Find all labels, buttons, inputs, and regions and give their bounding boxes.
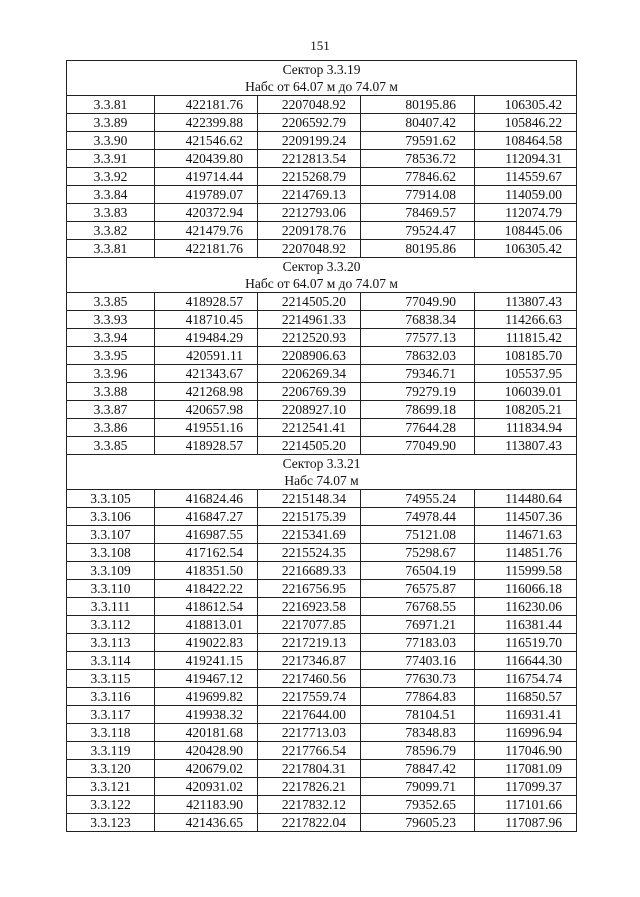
coord-y-local-cell: 113807.43 [475, 437, 577, 455]
point-id-cell: 3.3.106 [67, 508, 155, 526]
coord-x-local-cell: 75121.08 [361, 526, 475, 544]
coord-x-local-cell: 77914.08 [361, 186, 475, 204]
coord-x-cell: 418422.22 [155, 580, 258, 598]
coord-x-cell: 419938.32 [155, 706, 258, 724]
coord-x-cell: 422399.88 [155, 114, 258, 132]
coord-y-local-cell: 108464.58 [475, 132, 577, 150]
point-id-cell: 3.3.89 [67, 114, 155, 132]
table-row [67, 490, 577, 508]
coord-x-local-cell: 77630.73 [361, 670, 475, 688]
table-row [67, 814, 577, 832]
coordinates-table-body [67, 61, 577, 832]
coord-x-local-cell: 78699.18 [361, 401, 475, 419]
coord-x-local-cell: 80407.42 [361, 114, 475, 132]
point-id-cell: 3.3.105 [67, 490, 155, 508]
sector-header-cell [67, 258, 577, 293]
coord-y-cell: 2209199.24 [258, 132, 361, 150]
table-row [67, 580, 577, 598]
point-id-cell: 3.3.88 [67, 383, 155, 401]
table-row [67, 742, 577, 760]
point-id-cell: 3.3.113 [67, 634, 155, 652]
coord-y-local-cell: 108445.06 [475, 222, 577, 240]
coord-x-local-cell: 78632.03 [361, 347, 475, 365]
table-row [67, 544, 577, 562]
point-id-cell: 3.3.91 [67, 150, 155, 168]
coord-x-local-cell: 77577.13 [361, 329, 475, 347]
coord-y-cell: 2212520.93 [258, 329, 361, 347]
coord-y-cell: 2212541.41 [258, 419, 361, 437]
sector-header-cell [67, 61, 577, 96]
table-row [67, 796, 577, 814]
point-id-cell: 3.3.116 [67, 688, 155, 706]
coord-x-local-cell: 79524.47 [361, 222, 475, 240]
coord-x-local-cell: 79346.71 [361, 365, 475, 383]
coord-x-cell: 421436.65 [155, 814, 258, 832]
coord-y-local-cell: 108205.21 [475, 401, 577, 419]
coord-x-local-cell: 76971.21 [361, 616, 475, 634]
coord-y-local-cell: 106305.42 [475, 240, 577, 258]
coord-y-local-cell: 114059.00 [475, 186, 577, 204]
point-id-cell: 3.3.81 [67, 96, 155, 114]
coord-x-cell: 418928.57 [155, 437, 258, 455]
point-id-cell: 3.3.109 [67, 562, 155, 580]
coord-y-cell: 2217804.31 [258, 760, 361, 778]
coord-x-local-cell: 79591.62 [361, 132, 475, 150]
coord-y-cell: 2214961.33 [258, 311, 361, 329]
coord-y-cell: 2217822.04 [258, 814, 361, 832]
point-id-cell: 3.3.84 [67, 186, 155, 204]
coord-x-local-cell: 77403.16 [361, 652, 475, 670]
coord-y-local-cell: 117081.09 [475, 760, 577, 778]
point-id-cell: 3.3.115 [67, 670, 155, 688]
coord-x-cell: 419714.44 [155, 168, 258, 186]
point-id-cell: 3.3.118 [67, 724, 155, 742]
coord-y-local-cell: 112074.79 [475, 204, 577, 222]
table-row [67, 132, 577, 150]
coord-x-cell: 419484.29 [155, 329, 258, 347]
coord-x-local-cell: 74955.24 [361, 490, 475, 508]
table-row [67, 526, 577, 544]
coord-x-local-cell: 76838.34 [361, 311, 475, 329]
coord-y-local-cell: 117101.66 [475, 796, 577, 814]
coord-y-cell: 2214505.20 [258, 293, 361, 311]
table-row [67, 240, 577, 258]
coord-y-local-cell: 111834.94 [475, 419, 577, 437]
coord-x-cell: 420931.02 [155, 778, 258, 796]
coord-x-local-cell: 78348.83 [361, 724, 475, 742]
table-row [67, 508, 577, 526]
table-row [67, 365, 577, 383]
coord-x-cell: 416847.27 [155, 508, 258, 526]
coord-y-cell: 2215175.39 [258, 508, 361, 526]
coord-x-local-cell: 77049.90 [361, 293, 475, 311]
table-row [67, 706, 577, 724]
coord-x-cell: 418351.50 [155, 562, 258, 580]
coord-y-local-cell: 116996.94 [475, 724, 577, 742]
coord-x-cell: 419022.83 [155, 634, 258, 652]
table-row [67, 724, 577, 742]
point-id-cell: 3.3.96 [67, 365, 155, 383]
coord-y-local-cell: 116381.44 [475, 616, 577, 634]
coord-y-cell: 2206269.34 [258, 365, 361, 383]
coord-x-cell: 420679.02 [155, 760, 258, 778]
coord-x-local-cell: 77644.28 [361, 419, 475, 437]
coord-x-cell: 418710.45 [155, 311, 258, 329]
coord-y-cell: 2207048.92 [258, 96, 361, 114]
coord-y-local-cell: 114266.63 [475, 311, 577, 329]
coord-y-local-cell: 116754.74 [475, 670, 577, 688]
sector-title: Сектор 3.3.21 [282, 456, 361, 471]
point-id-cell: 3.3.107 [67, 526, 155, 544]
coord-y-cell: 2217766.54 [258, 742, 361, 760]
sector-header [67, 258, 577, 293]
coord-y-local-cell: 114507.36 [475, 508, 577, 526]
coord-y-cell: 2207048.92 [258, 240, 361, 258]
sector-height-label: Набс от 64.07 м до 74.07 м [245, 79, 398, 94]
table-row [67, 688, 577, 706]
coord-y-local-cell: 114851.76 [475, 544, 577, 562]
coord-y-cell: 2217219.13 [258, 634, 361, 652]
table-row [67, 652, 577, 670]
coord-y-cell: 2206592.79 [258, 114, 361, 132]
coord-y-cell: 2215268.79 [258, 168, 361, 186]
coord-x-cell: 419789.07 [155, 186, 258, 204]
point-id-cell: 3.3.93 [67, 311, 155, 329]
point-id-cell: 3.3.95 [67, 347, 155, 365]
point-id-cell: 3.3.111 [67, 598, 155, 616]
coord-x-cell: 420372.94 [155, 204, 258, 222]
table-row [67, 186, 577, 204]
coord-y-local-cell: 117087.96 [475, 814, 577, 832]
coord-x-cell: 422181.76 [155, 96, 258, 114]
coord-y-local-cell: 106039.01 [475, 383, 577, 401]
point-id-cell: 3.3.123 [67, 814, 155, 832]
table-row [67, 598, 577, 616]
coord-x-cell: 420428.90 [155, 742, 258, 760]
coord-y-cell: 2217713.03 [258, 724, 361, 742]
coord-x-cell: 416824.46 [155, 490, 258, 508]
point-id-cell: 3.3.90 [67, 132, 155, 150]
coord-y-cell: 2216689.33 [258, 562, 361, 580]
coord-x-local-cell: 79099.71 [361, 778, 475, 796]
point-id-cell: 3.3.120 [67, 760, 155, 778]
table-row [67, 311, 577, 329]
table-row [67, 670, 577, 688]
coord-y-cell: 2215341.69 [258, 526, 361, 544]
coord-y-local-cell: 115999.58 [475, 562, 577, 580]
table-row [67, 168, 577, 186]
coord-y-local-cell: 105537.95 [475, 365, 577, 383]
coord-x-cell: 418612.54 [155, 598, 258, 616]
coord-x-cell: 420181.68 [155, 724, 258, 742]
coord-x-local-cell: 78536.72 [361, 150, 475, 168]
coord-y-local-cell: 116230.06 [475, 598, 577, 616]
coord-y-local-cell: 117099.37 [475, 778, 577, 796]
point-id-cell: 3.3.112 [67, 616, 155, 634]
point-id-cell: 3.3.122 [67, 796, 155, 814]
coord-y-local-cell: 111815.42 [475, 329, 577, 347]
coord-x-local-cell: 78104.51 [361, 706, 475, 724]
coord-y-local-cell: 116850.57 [475, 688, 577, 706]
sector-height-label: Набс 74.07 м [284, 473, 359, 488]
table-row [67, 634, 577, 652]
point-id-cell: 3.3.81 [67, 240, 155, 258]
point-id-cell: 3.3.85 [67, 293, 155, 311]
table-row [67, 760, 577, 778]
point-id-cell: 3.3.108 [67, 544, 155, 562]
coord-x-local-cell: 74978.44 [361, 508, 475, 526]
coord-x-local-cell: 80195.86 [361, 96, 475, 114]
table-row [67, 222, 577, 240]
page-number: 151 [310, 38, 330, 53]
point-id-cell: 3.3.85 [67, 437, 155, 455]
coord-x-cell: 418928.57 [155, 293, 258, 311]
coord-x-cell: 421268.98 [155, 383, 258, 401]
coord-x-cell: 420657.98 [155, 401, 258, 419]
coord-y-local-cell: 113807.43 [475, 293, 577, 311]
coord-x-local-cell: 77049.90 [361, 437, 475, 455]
coord-x-local-cell: 78847.42 [361, 760, 475, 778]
table-row [67, 778, 577, 796]
coord-y-cell: 2217826.21 [258, 778, 361, 796]
table-row [67, 437, 577, 455]
coord-x-cell: 419467.12 [155, 670, 258, 688]
point-id-cell: 3.3.87 [67, 401, 155, 419]
table-row [67, 383, 577, 401]
coord-x-local-cell: 77846.62 [361, 168, 475, 186]
table-row [67, 616, 577, 634]
coord-y-local-cell: 116519.70 [475, 634, 577, 652]
coord-y-local-cell: 108185.70 [475, 347, 577, 365]
coord-x-cell: 417162.54 [155, 544, 258, 562]
coord-y-cell: 2208906.63 [258, 347, 361, 365]
coord-y-local-cell: 112094.31 [475, 150, 577, 168]
coord-y-cell: 2217460.56 [258, 670, 361, 688]
coord-y-local-cell: 116644.30 [475, 652, 577, 670]
coord-y-cell: 2206769.39 [258, 383, 361, 401]
coord-y-cell: 2214505.20 [258, 437, 361, 455]
sector-header [67, 455, 577, 490]
point-id-cell: 3.3.83 [67, 204, 155, 222]
coord-y-cell: 2209178.76 [258, 222, 361, 240]
point-id-cell: 3.3.121 [67, 778, 155, 796]
coord-y-cell: 2217644.00 [258, 706, 361, 724]
coord-y-local-cell: 105846.22 [475, 114, 577, 132]
coord-x-local-cell: 76504.19 [361, 562, 475, 580]
point-id-cell: 3.3.119 [67, 742, 155, 760]
point-id-cell: 3.3.86 [67, 419, 155, 437]
sector-title: Сектор 3.3.19 [282, 62, 361, 77]
point-id-cell: 3.3.110 [67, 580, 155, 598]
coord-x-cell: 421546.62 [155, 132, 258, 150]
coord-x-cell: 421183.90 [155, 796, 258, 814]
coord-x-cell: 418813.01 [155, 616, 258, 634]
coord-x-local-cell: 77183.03 [361, 634, 475, 652]
coordinates-table [66, 60, 577, 832]
coord-y-cell: 2217559.74 [258, 688, 361, 706]
coord-x-local-cell: 80195.86 [361, 240, 475, 258]
coord-x-local-cell: 79352.65 [361, 796, 475, 814]
coord-y-local-cell: 114671.63 [475, 526, 577, 544]
coord-x-local-cell: 78596.79 [361, 742, 475, 760]
sector-title: Сектор 3.3.20 [282, 259, 361, 274]
table-row [67, 96, 577, 114]
table-row [67, 562, 577, 580]
coord-x-local-cell: 77864.83 [361, 688, 475, 706]
coord-x-cell: 421343.67 [155, 365, 258, 383]
table-row [67, 293, 577, 311]
coord-x-cell: 419551.16 [155, 419, 258, 437]
coord-y-cell: 2217077.85 [258, 616, 361, 634]
table-row [67, 150, 577, 168]
coord-y-local-cell: 114559.67 [475, 168, 577, 186]
point-id-cell: 3.3.92 [67, 168, 155, 186]
coord-y-local-cell: 116066.18 [475, 580, 577, 598]
coord-x-cell: 419241.15 [155, 652, 258, 670]
coord-x-local-cell: 78469.57 [361, 204, 475, 222]
coord-x-local-cell: 75298.67 [361, 544, 475, 562]
coord-x-cell: 420591.11 [155, 347, 258, 365]
coord-y-cell: 2215524.35 [258, 544, 361, 562]
sector-header-cell [67, 455, 577, 490]
coord-x-cell: 416987.55 [155, 526, 258, 544]
coord-x-local-cell: 79279.19 [361, 383, 475, 401]
coord-y-local-cell: 117046.90 [475, 742, 577, 760]
coord-x-cell: 422181.76 [155, 240, 258, 258]
coord-x-local-cell: 76575.87 [361, 580, 475, 598]
table-row [67, 329, 577, 347]
table-row [67, 419, 577, 437]
coord-x-cell: 421479.76 [155, 222, 258, 240]
sector-header [67, 61, 577, 96]
coord-x-local-cell: 76768.55 [361, 598, 475, 616]
coord-y-cell: 2217832.12 [258, 796, 361, 814]
coord-y-cell: 2208927.10 [258, 401, 361, 419]
point-id-cell: 3.3.94 [67, 329, 155, 347]
coord-y-cell: 2214769.13 [258, 186, 361, 204]
coord-y-cell: 2217346.87 [258, 652, 361, 670]
table-row [67, 347, 577, 365]
point-id-cell: 3.3.114 [67, 652, 155, 670]
coord-y-cell: 2216756.95 [258, 580, 361, 598]
coord-x-cell: 420439.80 [155, 150, 258, 168]
point-id-cell: 3.3.117 [67, 706, 155, 724]
sector-height-label: Набс от 64.07 м до 74.07 м [245, 276, 398, 291]
coord-y-local-cell: 114480.64 [475, 490, 577, 508]
coord-x-local-cell: 79605.23 [361, 814, 475, 832]
table-row [67, 114, 577, 132]
coord-y-local-cell: 116931.41 [475, 706, 577, 724]
coord-y-cell: 2212793.06 [258, 204, 361, 222]
coord-x-cell: 419699.82 [155, 688, 258, 706]
table-row [67, 401, 577, 419]
coord-y-cell: 2216923.58 [258, 598, 361, 616]
table-row [67, 204, 577, 222]
coord-y-local-cell: 106305.42 [475, 96, 577, 114]
point-id-cell: 3.3.82 [67, 222, 155, 240]
coord-y-cell: 2215148.34 [258, 490, 361, 508]
coord-y-cell: 2212813.54 [258, 150, 361, 168]
